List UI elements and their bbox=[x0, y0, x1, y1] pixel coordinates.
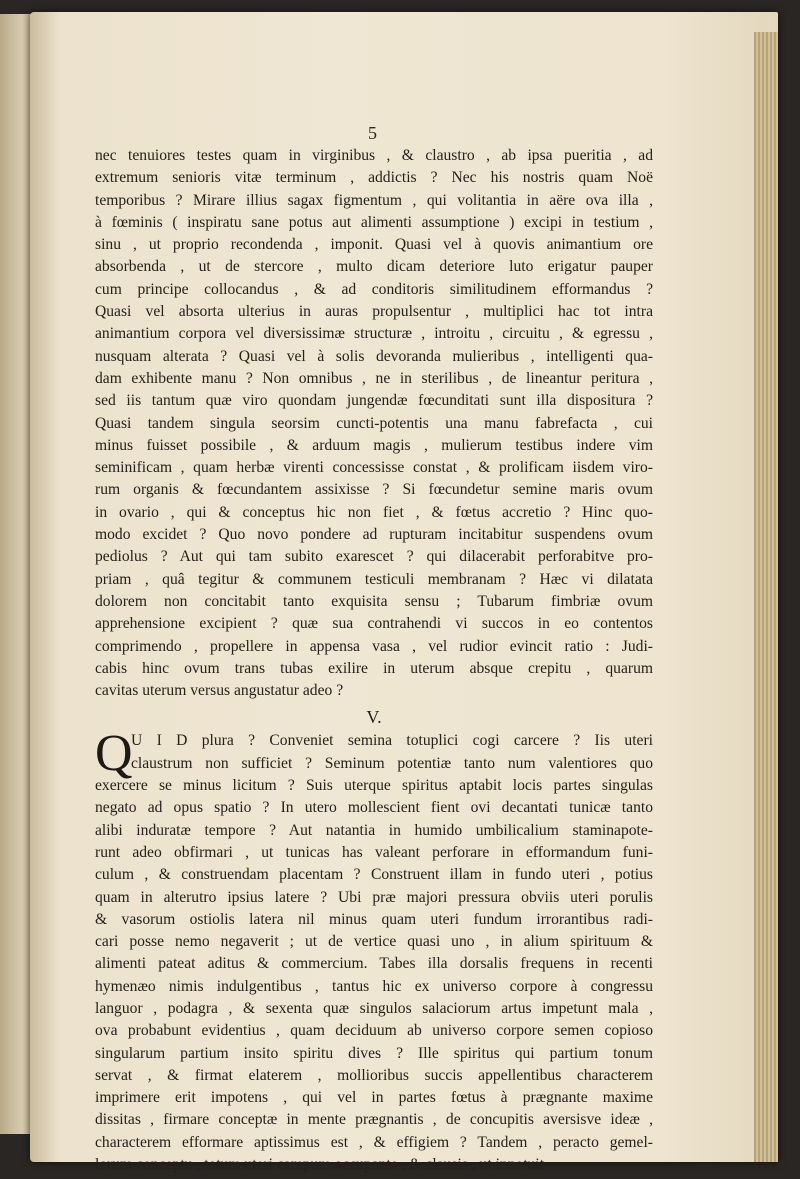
text-line: cavitas uterum versus angustatur adeo ? bbox=[95, 682, 344, 700]
paragraph-2 bbox=[95, 725, 653, 1176]
text-line: apprehensione excipient ? quæ sua contrahendi vi succos in eo contentos bbox=[95, 615, 653, 633]
text-line: quam in alterutro ipsius latere ? Ubi præ majori pressura obviis uteri porulis bbox=[95, 888, 653, 906]
page-fore-edge bbox=[754, 32, 778, 1162]
text-line: ova probabunt evidentius , quam deciduum ab universo corpore semen copioso bbox=[95, 1022, 653, 1040]
text-line: culum , & construendam placentam ? Construent illam in fundo uteri , potius bbox=[95, 866, 653, 884]
text-line: priam , quâ tegitur & communem testiculi membranam ? Hæc vi dilatata bbox=[95, 570, 653, 588]
text-line: nec tenuiores testes quam in virginibus , & claustro , ab ipsa pueritia , ad bbox=[95, 147, 653, 164]
text-line: pediolus ? Aut qui tam subito exarescet ? qui dilacerabit perforabitve pro- bbox=[95, 548, 653, 566]
text-line: servat , & firmat elaterem , mollioribus succis appellentibus characterem bbox=[95, 1066, 653, 1084]
text-line: runt adeo obfirmari , ut tunicas has valeant perforare in efformandum funi- bbox=[95, 843, 653, 861]
text-line: U I D plura ? Conveniet semina totuplici cogi carcere ? Iis uteri bbox=[131, 732, 653, 750]
text-line: extremum senioris vitæ terminum , addictis ? Nec his nostris quam Noë bbox=[95, 169, 653, 187]
text-line: minus fuisset possibile , & arduum magis , mulierum testibus indere vim bbox=[95, 436, 653, 454]
text-line: à fœminis ( inspiratu sane potus aut alimenti assumptione ) excipi in testium , bbox=[95, 213, 653, 231]
text-line: claustrum non sufficiet ? Seminum potentiæ tanto num valentiores quo bbox=[131, 754, 653, 772]
paragraph-1 bbox=[95, 145, 653, 702]
text-line: cabis hinc ovum trans tubas exilire in uterum absque crepitu , quarum bbox=[95, 659, 653, 677]
text-line: Quasi tandem singula seorsim cuncti-potentis una manu fabrefacta , cui bbox=[95, 414, 653, 432]
text-line: hymenæo nimis indulgentibus , tantus hic ex universo corpore à congressu bbox=[95, 977, 653, 995]
section-heading: V. bbox=[366, 707, 382, 728]
text-line: nusquam alterata ? Quasi vel à solis devoranda mulieribus , intelligenti qua- bbox=[95, 347, 653, 365]
text-line: lorum conceptu , totum uteri campum occupante , & clausis , ut innotuit bbox=[95, 1156, 545, 1174]
text-line: absorbenda , ut de stercore , multo dicam deteriore luto erigatur pauper bbox=[95, 258, 653, 276]
text-line: alimenti pateat aditus & commercium. Tabes illa dorsalis frequens in recenti bbox=[95, 955, 653, 973]
text-line: languor , podagra , & sexenta quæ singulos salaciorum artus impetunt mala , bbox=[95, 999, 653, 1017]
text-line: imprimere erit impotens , qui vel in partes fœtus à prægnante maxime bbox=[95, 1089, 653, 1107]
text-line: sed iis tantum quæ viro quondam jungendæ fœcunditati sunt illa dispositura ? bbox=[95, 392, 653, 410]
text-line: rum organis & fœcundantem assixisse ? Si fœcundetur semine maris ovum bbox=[95, 481, 653, 499]
text-line: negato ad opus spatio ? In utero mollescient fient ovi decantati tunicæ tanto bbox=[95, 799, 653, 817]
text-line: cum principe collocandus , & ad conditoris similitudinem efformandus ? bbox=[95, 280, 653, 298]
text-line: temporibus ? Mirare illius sagax figmentum , qui volitantia in aëre ova illa , bbox=[95, 191, 653, 209]
drop-capital: Q bbox=[95, 725, 133, 783]
body-text bbox=[95, 145, 653, 1176]
text-line: cari posse nemo negaverit ; ut de vertice quasi uno , in alium spirituum & bbox=[95, 933, 653, 951]
text-line: characterem efformare aptissimus est , & effigiem ? Tandem , peracto gemel- bbox=[95, 1133, 653, 1151]
text-line: dam exhibente manu ? Non omnibus , ne in sterilibus , de lineantur peritura , bbox=[95, 369, 653, 387]
text-line: exercere se minus licitum ? Suis uterque spiritus aptabit locis partes singulas bbox=[95, 777, 653, 795]
text-line: alibi induratæ tempore ? Aut natantia in humido umbilicalium staminapote- bbox=[95, 821, 653, 839]
text-line: singularum partium insito spiritu dives ? Ille spiritus qui partium tonum bbox=[95, 1044, 653, 1062]
text-line: sinu , ut proprio recondenda , imponit. Quasi vel à quovis animantium ore bbox=[95, 236, 653, 254]
text-line: seminificam , quam herbæ virenti concessisse constat , & prolificam iisdem viro- bbox=[95, 459, 653, 477]
text-line: modo excidet ? Quo novo pondere ad rupturam incitabitur suspendens ovum bbox=[95, 526, 653, 544]
text-line: dolorem non concitabit tanto exquisita sensu ; Tubarum fimbriæ ovum bbox=[95, 592, 653, 610]
text-line: & vasorum ostiolis latera nil minus quam uteri fundum irrorantibus radi- bbox=[95, 910, 653, 928]
text-line: dissitas , firmare conceptæ in mente prægnantis , de concupitis aversisve ideæ , bbox=[95, 1111, 653, 1129]
text-line: animantium corpora vel diversissimæ structuræ , introitu , circuitu , & egressu , bbox=[95, 325, 653, 343]
text-line: comprimendo , propellere in appensa vasa , vel rudior evincit ratio : Judi- bbox=[95, 637, 653, 655]
text-line: Quasi vel absorta ulterius in auras propulsentur , multiplici hac tot intra bbox=[95, 303, 653, 321]
paragraph-2-lines bbox=[95, 725, 653, 1176]
text-line: in ovario , qui & conceptus hic non fiet , & fœtus accretio ? Hinc quo- bbox=[95, 503, 653, 521]
page-number: 5 bbox=[368, 123, 377, 143]
